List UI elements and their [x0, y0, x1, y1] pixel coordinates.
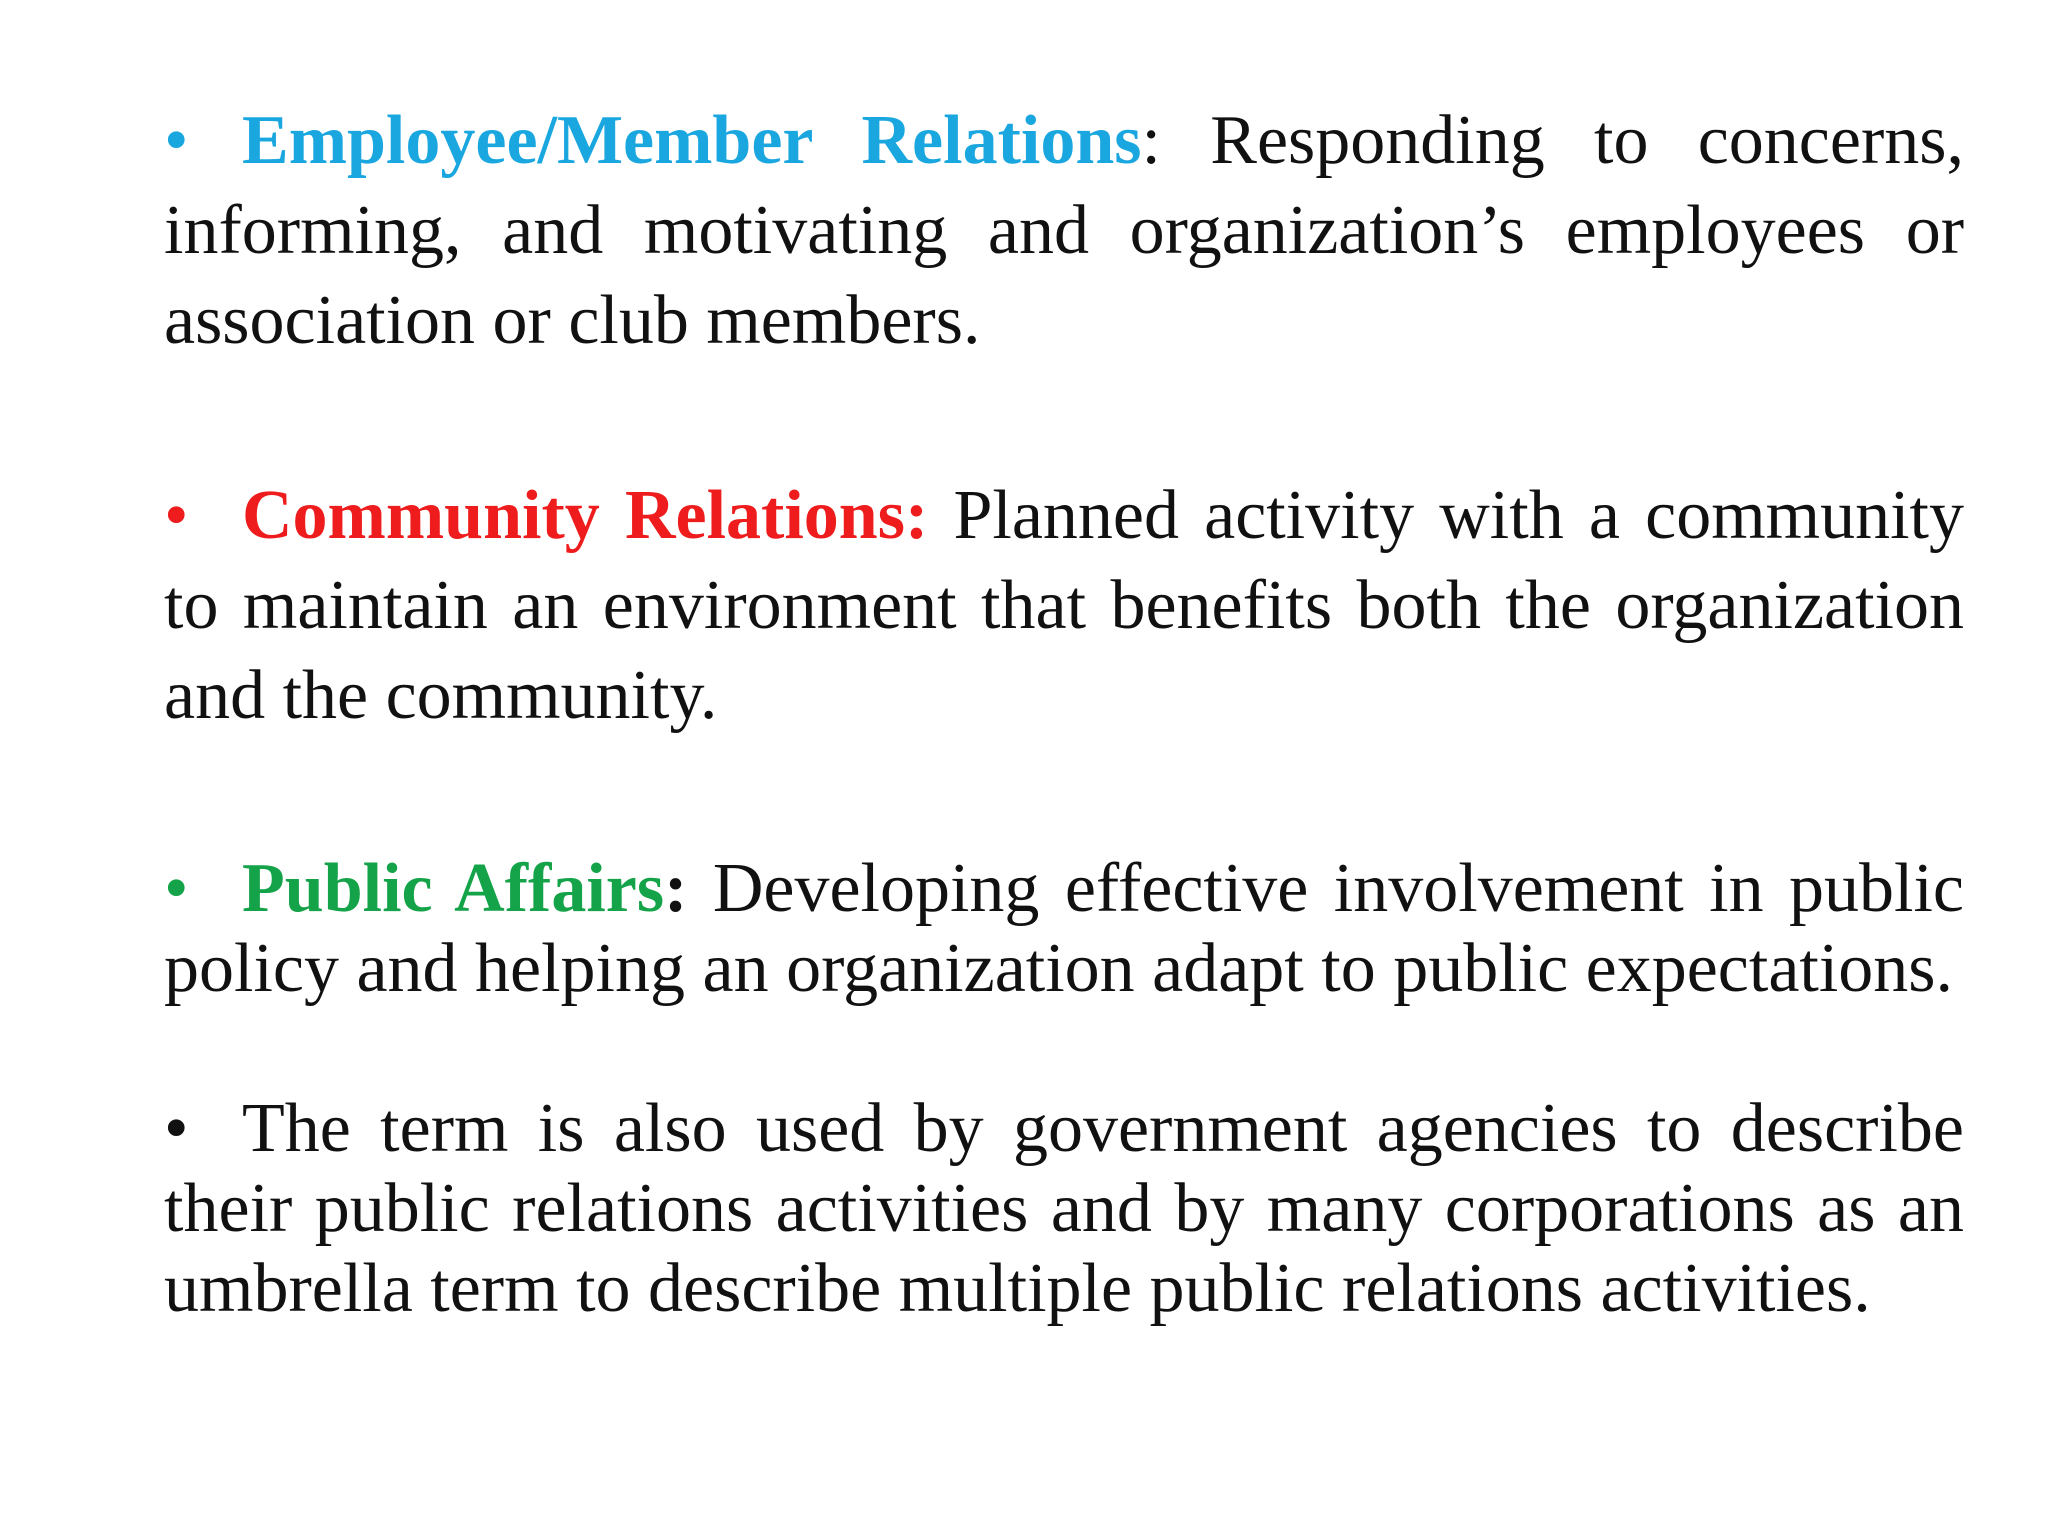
- bullet-term-usage: [164, 1089, 1964, 1329]
- bullet-icon: •: [164, 850, 189, 927]
- bullet-text: Responding to concerns, informing, and motivating and organization’s employees or association or club members.: [164, 102, 1964, 359]
- bullet-text: The term is also used by government agencies to describe their public relations activities and by many corporations as an umbrella term to describe multiple public relations activities.: [164, 1090, 1964, 1327]
- bullet-term: Public Affairs: [242, 850, 665, 927]
- bullet-term: Community Relations:: [242, 477, 929, 554]
- bullet-text: Planned activity with a community to maintain an environment that benefits both the organization and the community.: [164, 477, 1964, 734]
- slide-content: [164, 96, 1964, 1329]
- bullet-separator: :: [1141, 102, 1161, 179]
- bullet-icon: •: [164, 1090, 189, 1167]
- bullet-icon: •: [164, 102, 189, 179]
- bullet-text: Developing effective involvement in public policy and helping an organization adapt to public expectations.: [164, 850, 1965, 1007]
- bullet-public-affairs: [164, 849, 1964, 1009]
- bullet-separator: :: [664, 850, 688, 927]
- bullet-employee-member-relations: [164, 96, 1964, 366]
- bullet-icon: •: [164, 477, 189, 554]
- bullet-term: Employee/Member Relations: [242, 102, 1142, 179]
- bullet-community-relations: [164, 471, 1964, 741]
